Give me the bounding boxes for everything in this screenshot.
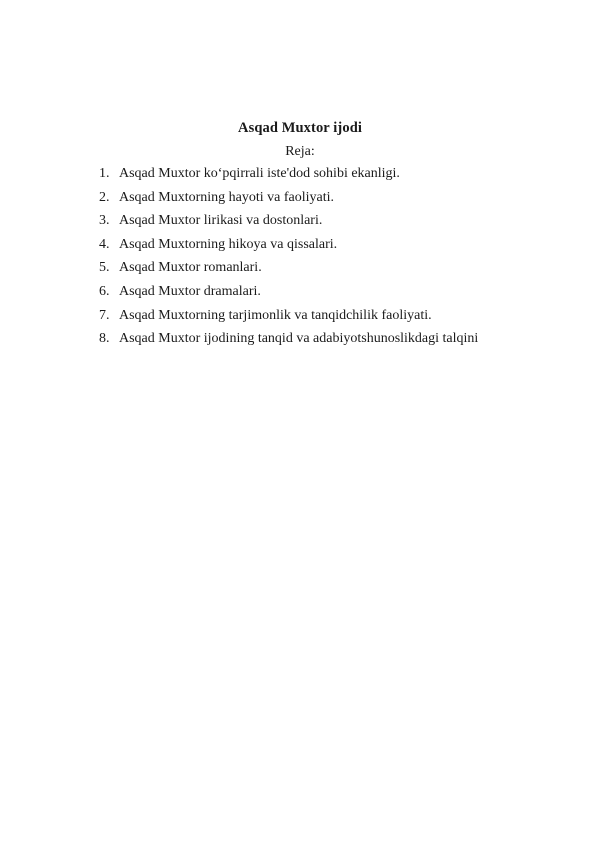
- plan-item-number: 1.: [99, 166, 110, 181]
- plan-item-number: 4.: [99, 236, 110, 252]
- plan-item-number: 6.: [99, 283, 110, 299]
- plan-item-number: 7.: [99, 307, 110, 323]
- plan-item: [0, 164, 600, 188]
- plan-item-number: 8.: [99, 331, 110, 347]
- plan-item-text: Asqad Muxtor ijodining tanqid va adabiyotshunoslikdagi talqini: [119, 331, 479, 347]
- plan-item: [0, 235, 600, 259]
- plan-item: [0, 329, 600, 353]
- plan-heading: Reja:: [285, 144, 315, 159]
- plan-item-text: Asqad Muxtor lirikasi va dostonlari.: [119, 213, 323, 229]
- plan-item-text: Asqad Muxtor dramalari.: [119, 283, 261, 299]
- document-title: Asqad Muxtor ijodi: [238, 120, 362, 136]
- plan-item-number: 3.: [99, 213, 110, 229]
- plan-item-number: 2.: [99, 189, 110, 205]
- plan-item-text: Asqad Muxtor romanlari.: [119, 260, 262, 276]
- plan-item-number: 5.: [99, 260, 110, 276]
- plan-item: [0, 258, 600, 282]
- plan-item-text: Asqad Muxtorning tarjimonlik va tanqidchilik faoliyati.: [119, 307, 432, 323]
- plan-item: [0, 188, 600, 212]
- plan-item: [0, 282, 600, 306]
- plan-item: [0, 211, 600, 235]
- plan-item-text: Asqad Muxtor koʻpqirrali iste'dod sohibi ekanligi.: [119, 166, 400, 181]
- plan-list: [0, 164, 600, 353]
- plan-item-text: Asqad Muxtorning hikoya va qissalari.: [119, 236, 338, 252]
- plan-item: [0, 306, 600, 330]
- plan-item-text: Asqad Muxtorning hayoti va faoliyati.: [119, 189, 335, 205]
